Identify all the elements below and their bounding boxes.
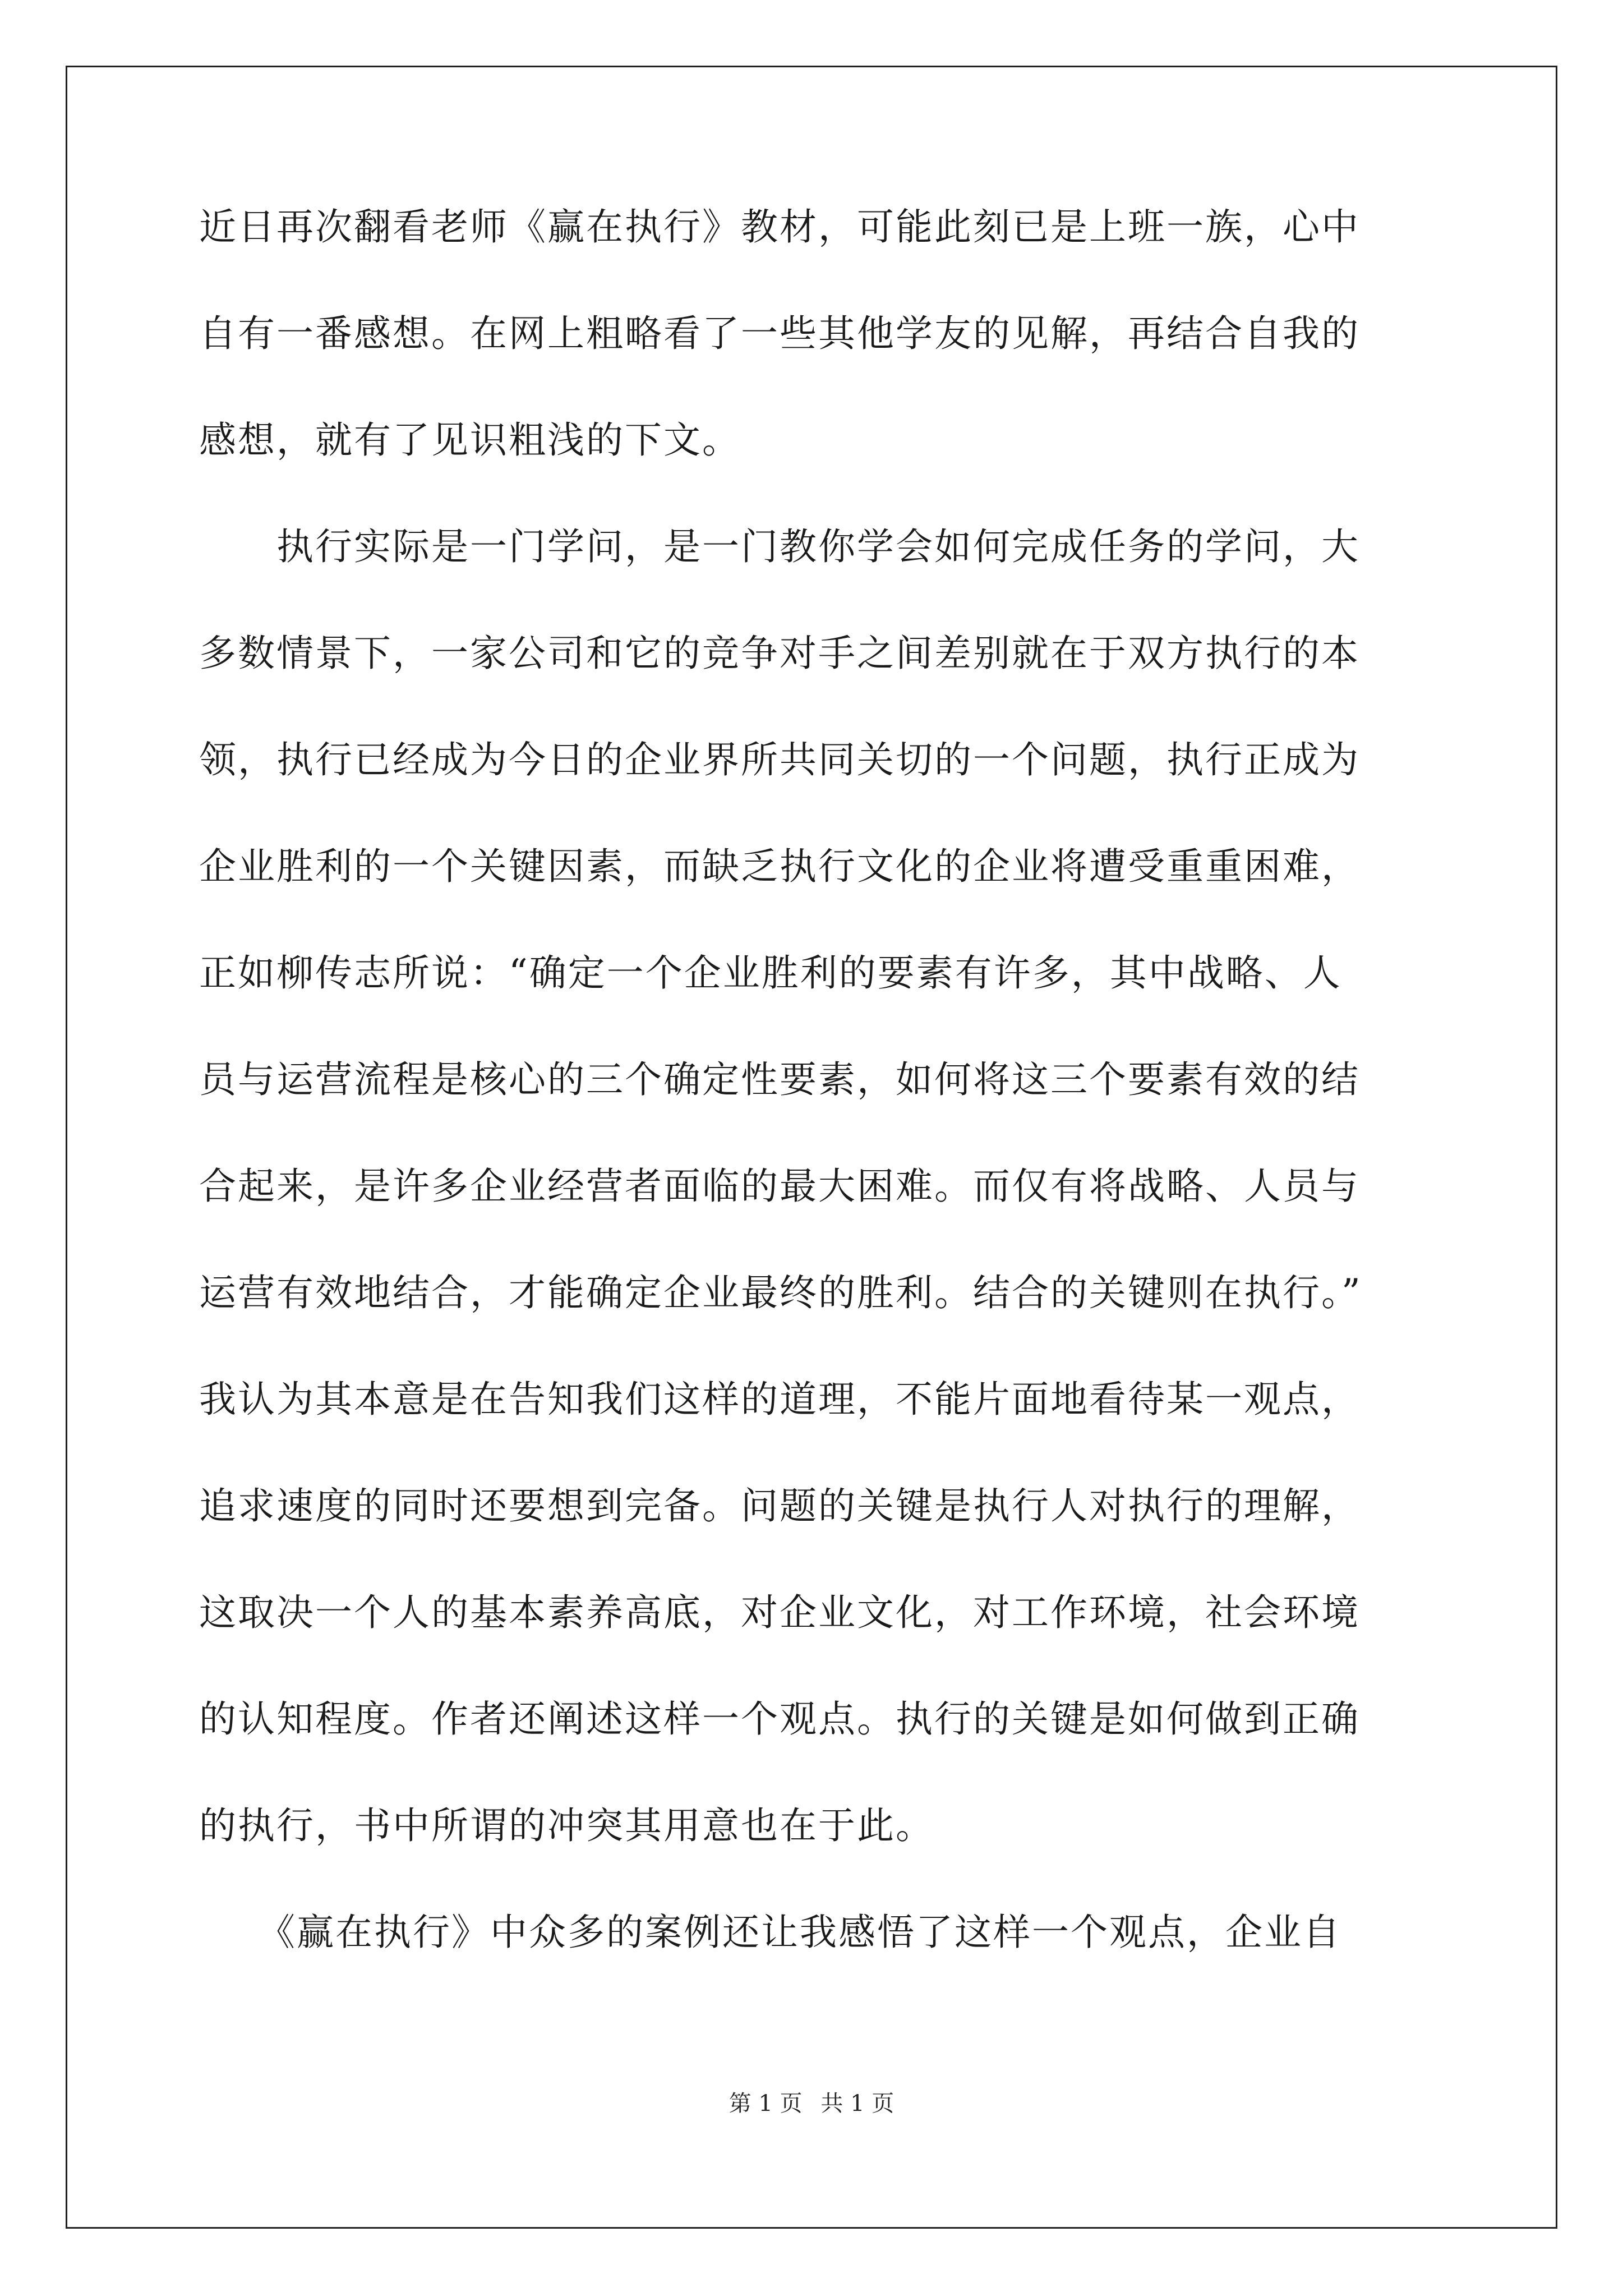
page-total: 共 1 页 [820, 2091, 895, 2116]
text-line: 的执行，书中所谓的冲突其用意也在于此。 [199, 1804, 934, 1847]
text-line: 的认知程度。作者还阐述这样一个观点。执行的关键是如何做到正确 [199, 1697, 1360, 1741]
page-number: 第 1 页 [728, 2091, 803, 2116]
text-line: 领，执行已经成为今日的企业界所共同关切的一个问题，执行正成为 [199, 738, 1360, 781]
page-border [66, 66, 1557, 2229]
text-line: 这取决一个人的基本素养高底，对企业文化，对工作环境，社会环境 [199, 1591, 1360, 1634]
text-line: 合起来，是许多企业经营者面临的最大困难。而仅有将战略、人员与 [199, 1165, 1360, 1208]
text-line: 感想，就有了见识粗浅的下文。 [199, 418, 741, 462]
page-footer [0, 2086, 1623, 2118]
text-line: 我认为其本意是在告知我们这样的道理，不能片面地看待某一观点， [199, 1378, 1360, 1421]
text-line: 执行实际是一门学问，是一门教你学会如何完成任务的学问，大 [199, 525, 1360, 568]
text-line: 员与运营流程是核心的三个确定性要素，如何将这三个要素有效的结 [199, 1058, 1360, 1101]
text-line: 自有一番感想。在网上粗略看了一些其他学友的见解，再结合自我的 [199, 312, 1360, 355]
text-line: 企业胜利的一个关键因素，而缺乏执行文化的企业将遭受重重困难， [199, 845, 1360, 888]
text-line: 《赢在执行》中众多的案例还让我感悟了这样一个观点，企业自 [199, 1911, 1341, 1954]
text-line: 近日再次翻看老师《赢在执行》教材，可能此刻已是上班一族，心中 [199, 205, 1360, 249]
text-line: 正如柳传志所说：“确定一个企业胜利的要素有许多，其中战略、人 [199, 951, 1342, 995]
text-line: 运营有效地结合，才能确定企业最终的胜利。结合的关键则在执行。” [199, 1271, 1362, 1314]
text-line: 多数情景下，一家公司和它的竞争对手之间差别就在于双方执行的本 [199, 632, 1360, 675]
text-line: 追求速度的同时还要想到完备。问题的关键是执行人对执行的理解， [199, 1484, 1360, 1527]
